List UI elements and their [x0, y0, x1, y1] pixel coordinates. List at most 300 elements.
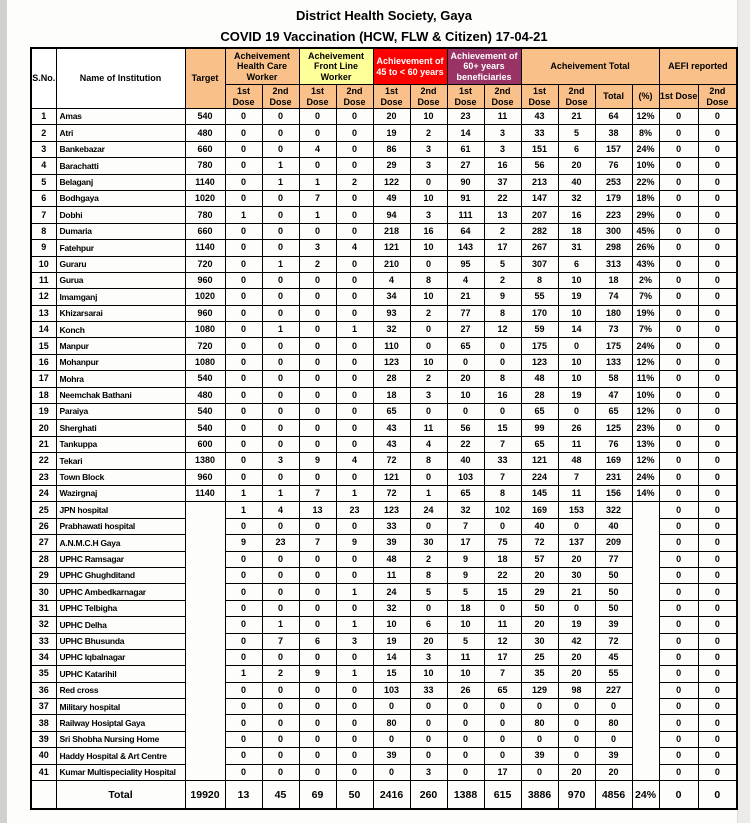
cell-aefi: 0 [659, 551, 698, 567]
cell-value: 121 [373, 469, 410, 485]
cell-value: 19 [373, 633, 410, 649]
cell-value: 21 [447, 289, 484, 305]
cell-aefi: 0 [698, 469, 737, 485]
cell-value: 19 [558, 617, 595, 633]
table-row [31, 387, 737, 403]
cell-aefi: 0 [698, 338, 737, 354]
cell-value: 1 [262, 174, 299, 190]
cell-institution: Belaganj [56, 174, 185, 190]
cell-value: 0 [299, 125, 336, 141]
cell-value: 0 [225, 190, 262, 206]
cell-pct: 13% [632, 436, 659, 452]
cell-value: 11 [484, 617, 521, 633]
cell-aefi: 0 [659, 404, 698, 420]
cell-value: 0 [336, 289, 373, 305]
cell-value: 8 [484, 305, 521, 321]
cell-institution: Red cross [56, 682, 185, 698]
cell-value: 0 [373, 731, 410, 747]
total-value: 3886 [521, 781, 558, 810]
cell-value: 24 [373, 584, 410, 600]
cell-value: 7 [299, 485, 336, 501]
cell-value: 90 [447, 174, 484, 190]
cell-value: 28 [521, 387, 558, 403]
cell-value: 103 [373, 682, 410, 698]
cell-value: 2 [484, 223, 521, 239]
cell-pct: 2% [632, 272, 659, 288]
cell-aefi: 0 [659, 699, 698, 715]
cell-value: 29 [373, 158, 410, 174]
cell-value: 0 [262, 272, 299, 288]
table-row [31, 715, 737, 731]
cell-value: 14 [373, 649, 410, 665]
cell-value: 0 [262, 600, 299, 616]
total-value: 1388 [447, 781, 484, 810]
cell-value: 61 [447, 141, 484, 157]
cell-pct: 22% [632, 174, 659, 190]
cell-aefi: 0 [659, 731, 698, 747]
cell-pct: 10% [632, 158, 659, 174]
table-row [31, 404, 737, 420]
cell-value: 25 [521, 649, 558, 665]
cell-value: 43 [521, 109, 558, 125]
cell-sno: 4 [31, 158, 56, 174]
cell-value: 55 [521, 289, 558, 305]
cell-value: 80 [595, 715, 632, 731]
cell-value: 3 [410, 158, 447, 174]
cell-aefi: 0 [698, 404, 737, 420]
cell-sno: 25 [31, 502, 56, 518]
cell-sno: 5 [31, 174, 56, 190]
cell-aefi: 0 [659, 748, 698, 764]
cell-sno [31, 781, 56, 810]
cell-value: 175 [595, 338, 632, 354]
cell-value: 18 [373, 387, 410, 403]
table-row [31, 600, 737, 616]
cell-value: 0 [225, 764, 262, 780]
cell-aefi: 0 [698, 567, 737, 583]
cell-aefi: 0 [698, 436, 737, 452]
cell-value: 65 [521, 404, 558, 420]
cell-institution: Town Block [56, 469, 185, 485]
cell-value: 18 [447, 600, 484, 616]
cell-aefi: 0 [698, 699, 737, 715]
cell-value: 0 [595, 731, 632, 747]
table-row [31, 682, 737, 698]
dose-header: 1st Dose [299, 85, 336, 109]
cell-value: 0 [299, 158, 336, 174]
cell-value: 0 [299, 699, 336, 715]
cell-target: 540 [185, 420, 225, 436]
cell-value: 0 [410, 518, 447, 534]
cell-sno: 30 [31, 584, 56, 600]
cell-value: 0 [225, 731, 262, 747]
cell-institution: Konch [56, 322, 185, 338]
table-row [31, 371, 737, 387]
cell-value: 0 [225, 420, 262, 436]
cell-value: 0 [299, 436, 336, 452]
cell-value: 20 [558, 649, 595, 665]
cell-value: 50 [595, 567, 632, 583]
cell-pct: 10% [632, 387, 659, 403]
cell-value: 0 [336, 158, 373, 174]
cell-aefi: 0 [659, 682, 698, 698]
cell-value: 0 [447, 731, 484, 747]
cell-sno: 22 [31, 453, 56, 469]
cell-value: 213 [521, 174, 558, 190]
cell-value: 0 [373, 699, 410, 715]
cell-sno: 29 [31, 567, 56, 583]
cell-pct: 24% [632, 469, 659, 485]
group-header-total: Acheivement Total [521, 48, 659, 85]
cell-value: 207 [521, 207, 558, 223]
cell-value: 1 [299, 174, 336, 190]
cell-value: 0 [299, 617, 336, 633]
cell-pct: 19% [632, 305, 659, 321]
cell-value: 0 [262, 764, 299, 780]
report-table [30, 47, 738, 810]
cell-aefi: 0 [659, 633, 698, 649]
cell-value: 16 [410, 223, 447, 239]
cell-value: 6 [558, 141, 595, 157]
cell-value: 0 [262, 109, 299, 125]
cell-value: 1 [410, 485, 447, 501]
cell-value: 0 [299, 109, 336, 125]
cell-value: 129 [521, 682, 558, 698]
cell-institution: Bankebazar [56, 141, 185, 157]
cell-institution: Mohanpur [56, 354, 185, 370]
group-header-aefi: AEFI reported [659, 48, 737, 85]
cell-value: 3 [410, 764, 447, 780]
table-row [31, 485, 737, 501]
cell-target: 540 [185, 371, 225, 387]
table-row [31, 567, 737, 583]
cell-value: 0 [225, 404, 262, 420]
cell-target: 720 [185, 256, 225, 272]
cell-value: 0 [262, 436, 299, 452]
cell-value: 1 [336, 617, 373, 633]
cell-value: 0 [336, 436, 373, 452]
cell-value: 0 [225, 289, 262, 305]
cell-value: 169 [521, 502, 558, 518]
cell-value: 0 [225, 223, 262, 239]
cell-value: 179 [595, 190, 632, 206]
cell-sno: 34 [31, 649, 56, 665]
cell-aefi: 0 [698, 551, 737, 567]
cell-target: 780 [185, 158, 225, 174]
table-row [31, 223, 737, 239]
cell-value: 80 [521, 715, 558, 731]
cell-value: 6 [558, 256, 595, 272]
cell-sno: 24 [31, 485, 56, 501]
group-header-60plus: Achievement of 60+ years beneficiaries [447, 48, 521, 85]
cell-value: 169 [595, 453, 632, 469]
cell-value: 103 [447, 469, 484, 485]
total-target: 19920 [185, 781, 225, 810]
cell-value: 11 [373, 567, 410, 583]
cell-value: 9 [484, 289, 521, 305]
cell-value: 0 [299, 371, 336, 387]
cell-value: 22 [484, 190, 521, 206]
cell-value: 3 [484, 141, 521, 157]
cell-value: 227 [595, 682, 632, 698]
cell-value: 0 [225, 436, 262, 452]
cell-aefi: 0 [659, 518, 698, 534]
dose-header-pct: (%) [632, 85, 659, 109]
cell-value: 1 [299, 207, 336, 223]
page-subtitle: COVID 19 Vaccination (HCW, FLW & Citizen) 17-04-21 [220, 29, 548, 44]
cell-target: 660 [185, 223, 225, 239]
cell-aefi: 0 [698, 453, 737, 469]
cell-value: 231 [595, 469, 632, 485]
table-row [31, 338, 737, 354]
cell-value: 8 [410, 567, 447, 583]
total-pct: 24% [632, 781, 659, 810]
cell-value: 0 [336, 600, 373, 616]
col-header-target: Target [185, 48, 225, 109]
cell-aefi: 0 [659, 453, 698, 469]
cell-pct-merged [632, 502, 659, 781]
cell-aefi: 0 [698, 240, 737, 256]
cell-sno: 14 [31, 322, 56, 338]
cell-institution: Railway Hosiptal Gaya [56, 715, 185, 731]
cell-value: 0 [484, 731, 521, 747]
cell-value: 0 [447, 404, 484, 420]
table-row [31, 158, 737, 174]
dose-header: 1st Dose [373, 85, 410, 109]
cell-value: 0 [299, 289, 336, 305]
cell-value: 1 [336, 485, 373, 501]
report-header [30, 6, 738, 47]
cell-aefi: 0 [659, 338, 698, 354]
cell-value: 0 [299, 551, 336, 567]
cell-value: 16 [484, 158, 521, 174]
cell-value: 0 [225, 158, 262, 174]
cell-value: 0 [225, 141, 262, 157]
table-row [31, 748, 737, 764]
cell-value: 39 [373, 748, 410, 764]
cell-value: 10 [410, 289, 447, 305]
cell-value: 17 [447, 535, 484, 551]
cell-aefi: 0 [659, 207, 698, 223]
cell-value: 7 [299, 535, 336, 551]
cell-aefi: 0 [659, 371, 698, 387]
cell-aefi: 0 [698, 158, 737, 174]
cell-pct: 12% [632, 109, 659, 125]
cell-value: 10 [410, 240, 447, 256]
cell-target: 1080 [185, 322, 225, 338]
cell-aefi: 0 [698, 682, 737, 698]
cell-aefi: 0 [698, 633, 737, 649]
cell-value: 1 [225, 502, 262, 518]
cell-value: 156 [595, 485, 632, 501]
cell-value: 16 [484, 387, 521, 403]
cell-value: 0 [262, 699, 299, 715]
cell-value: 0 [410, 600, 447, 616]
cell-value: 30 [558, 567, 595, 583]
cell-value: 37 [484, 174, 521, 190]
cell-value: 210 [373, 256, 410, 272]
cell-value: 3 [484, 125, 521, 141]
table-row [31, 469, 737, 485]
cell-value: 98 [558, 682, 595, 698]
cell-value: 0 [225, 338, 262, 354]
cell-value: 143 [447, 240, 484, 256]
cell-value: 23 [336, 502, 373, 518]
cell-value: 0 [262, 289, 299, 305]
cell-value: 19 [558, 289, 595, 305]
cell-value: 18 [558, 223, 595, 239]
cell-value: 27 [447, 322, 484, 338]
cell-institution: UPHC Ambedkarnagar [56, 584, 185, 600]
cell-value: 0 [299, 715, 336, 731]
cell-value: 123 [373, 354, 410, 370]
table-row [31, 207, 737, 223]
dose-header: 1st Dose [225, 85, 262, 109]
table-row [31, 109, 737, 125]
cell-value: 0 [484, 600, 521, 616]
cell-value: 86 [373, 141, 410, 157]
cell-sno: 26 [31, 518, 56, 534]
cell-value: 0 [262, 649, 299, 665]
table-row [31, 764, 737, 780]
cell-sno: 32 [31, 617, 56, 633]
cell-value: 0 [262, 338, 299, 354]
cell-value: 9 [225, 535, 262, 551]
cell-aefi: 0 [698, 518, 737, 534]
cell-value: 9 [447, 567, 484, 583]
cell-pct: 43% [632, 256, 659, 272]
cell-value: 0 [336, 715, 373, 731]
cell-value: 175 [521, 338, 558, 354]
cell-aefi: 0 [659, 174, 698, 190]
cell-aefi: 0 [698, 485, 737, 501]
cell-institution: Barachatti [56, 158, 185, 174]
cell-value: 38 [595, 125, 632, 141]
cell-value: 7 [558, 469, 595, 485]
cell-value: 298 [595, 240, 632, 256]
cell-value: 2 [484, 272, 521, 288]
cell-value: 0 [336, 371, 373, 387]
cell-aefi: 0 [659, 666, 698, 682]
cell-value: 2 [299, 256, 336, 272]
cell-value: 65 [521, 436, 558, 452]
cell-value: 16 [558, 207, 595, 223]
cell-value: 0 [225, 109, 262, 125]
cell-value: 45 [595, 649, 632, 665]
cell-value: 80 [373, 715, 410, 731]
cell-pct: 45% [632, 223, 659, 239]
cell-institution: Military hospital [56, 699, 185, 715]
cell-value: 125 [595, 420, 632, 436]
cell-aefi: 0 [698, 141, 737, 157]
cell-pct: 7% [632, 322, 659, 338]
cell-value: 0 [521, 764, 558, 780]
cell-value: 0 [299, 387, 336, 403]
cell-target: 1140 [185, 240, 225, 256]
cell-value: 0 [262, 551, 299, 567]
table-row [31, 649, 737, 665]
cell-value: 76 [595, 436, 632, 452]
cell-value: 2 [410, 371, 447, 387]
cell-value: 0 [484, 699, 521, 715]
cell-value: 0 [410, 338, 447, 354]
cell-institution: Manpur [56, 338, 185, 354]
cell-value: 5 [558, 125, 595, 141]
cell-value: 3 [299, 240, 336, 256]
cell-value: 10 [558, 354, 595, 370]
cell-value: 0 [336, 125, 373, 141]
cell-value: 1 [262, 322, 299, 338]
cell-value: 20 [595, 764, 632, 780]
cell-value: 10 [373, 617, 410, 633]
cell-aefi: 0 [698, 354, 737, 370]
cell-value: 0 [262, 567, 299, 583]
cell-value: 91 [447, 190, 484, 206]
cell-value: 57 [521, 551, 558, 567]
cell-pct: 24% [632, 338, 659, 354]
table-row [31, 518, 737, 534]
cell-value: 9 [447, 551, 484, 567]
cell-value: 11 [484, 109, 521, 125]
total-aefi: 0 [659, 781, 698, 810]
table-row [31, 731, 737, 747]
cell-value: 0 [225, 354, 262, 370]
cell-value: 65 [484, 682, 521, 698]
cell-aefi: 0 [659, 436, 698, 452]
cell-value: 0 [336, 649, 373, 665]
cell-institution: Wazirgnaj [56, 485, 185, 501]
cell-aefi: 0 [698, 322, 737, 338]
cell-value: 0 [262, 371, 299, 387]
cell-value: 73 [595, 322, 632, 338]
cell-institution: Kumar Multispeciality Hospital [56, 764, 185, 780]
cell-value: 0 [336, 223, 373, 239]
cell-value: 0 [262, 518, 299, 534]
cell-value: 0 [262, 387, 299, 403]
cell-value: 0 [225, 699, 262, 715]
cell-value: 20 [558, 551, 595, 567]
table-row [31, 584, 737, 600]
cell-value: 1 [262, 158, 299, 174]
cell-sno: 39 [31, 731, 56, 747]
cell-value: 0 [262, 682, 299, 698]
cell-value: 4 [336, 453, 373, 469]
cell-value: 8 [410, 272, 447, 288]
cell-value: 21 [558, 584, 595, 600]
cell-value: 1 [225, 666, 262, 682]
cell-value: 0 [447, 715, 484, 731]
cell-value: 10 [558, 305, 595, 321]
cell-value: 34 [373, 289, 410, 305]
cell-value: 0 [447, 764, 484, 780]
cell-value: 20 [558, 158, 595, 174]
table-row [31, 551, 737, 567]
cell-value: 0 [225, 453, 262, 469]
cell-value: 39 [595, 617, 632, 633]
group-header-45to60: Achievement of 45 to < 60 years [373, 48, 447, 85]
cell-value: 0 [225, 633, 262, 649]
total-value: 50 [336, 781, 373, 810]
cell-institution: Amas [56, 109, 185, 125]
table-row [31, 699, 737, 715]
cell-value: 0 [484, 404, 521, 420]
cell-value: 0 [336, 387, 373, 403]
cell-value: 72 [521, 535, 558, 551]
cell-value: 4 [410, 436, 447, 452]
cell-value: 11 [410, 420, 447, 436]
cell-pct: 18% [632, 190, 659, 206]
cell-sno: 6 [31, 190, 56, 206]
